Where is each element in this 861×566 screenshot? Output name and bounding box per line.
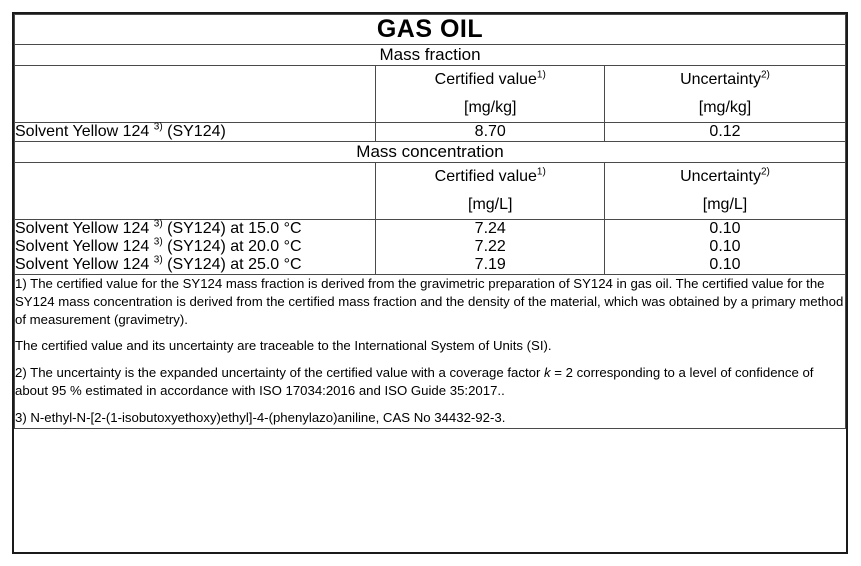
footnote-2-part2: = 2 corresponding to a level of confidence of about 95 % estimated in accordance with ISO 17034:2016 and ISO Guide 35:2017.. [15,365,814,399]
table-row [15,123,846,142]
footnote-3: 3) N-ethyl-N-[2-(1-isobutoxyethoxy)ethyl]-4-(phenylazo)aniline, CAS No 34432-92-3. [15,409,506,425]
certified-value-cell: 7.22 [376,238,605,256]
footnote-traceability: The certified value and its uncertainty are traceable to the International System of Units (SI). [15,338,552,354]
uncertainty-footnote-ref-2: 2) [761,166,770,178]
table-row [15,220,846,239]
uncertainty-label-2: Uncertainty [680,168,761,185]
empty-corner-cell-2 [15,163,376,220]
title-row [15,15,846,45]
section-row-mass-fraction [15,45,846,66]
certified-value-unit-2: [mg/L] [468,196,513,213]
certificate-table [14,14,846,429]
empty-corner-cell [15,66,376,123]
analyte-name-prefix: Solvent Yellow 124 [15,123,154,140]
column-header-certified-value-mgkg [376,66,605,123]
analyte-name-suffix: (SY124) [162,123,226,140]
table-row [15,238,846,256]
footnote-2-part1: 2) The uncertainty is the expanded uncertainty of the certified value with a coverage factor [15,365,545,381]
footnote-1: 1) The certified value for the SY124 mass fraction is derived from the gravimetric preparation of SY124 in gas oil. The certified value for the SY124 mass concentration is derived from the certified mass fraction and the density of the material, which was obtained by a primary method of measurement (gravimetry). [15,276,844,327]
analyte-name-cell [15,238,376,256]
analyte-name-suffix: (SY124) at 25.0 °C [162,256,302,273]
analyte-footnote-ref: 3) [153,254,163,266]
certified-value-label: Certified value [434,71,537,88]
uncertainty-footnote-ref: 2) [761,69,770,81]
table-row [15,256,846,275]
column-header-uncertainty-mgl [605,163,846,220]
certified-value-footnote-ref: 1) [536,69,546,81]
uncertainty-cell: 0.10 [605,238,846,256]
uncertainty-cell: 0.10 [605,256,846,275]
certified-value-cell: 8.70 [376,123,605,142]
uncertainty-cell: 0.10 [605,220,846,239]
analyte-footnote-ref: 3) [153,218,163,230]
certified-value-footnote-ref-2: 1) [536,166,546,178]
uncertainty-unit: [mg/kg] [698,99,752,116]
certified-value-label-2: Certified value [434,168,537,185]
footnotes-row [15,275,846,429]
column-header-certified-value-mgl [376,163,605,220]
analyte-name-prefix: Solvent Yellow 124 [15,256,154,273]
column-header-uncertainty-mgkg [605,66,846,123]
analyte-name-prefix: Solvent Yellow 124 [15,238,154,255]
analyte-name-suffix: (SY124) at 15.0 °C [162,220,302,237]
analyte-name-prefix: Solvent Yellow 124 [15,220,154,237]
uncertainty-cell: 0.12 [605,123,846,142]
footnote-2 [15,364,845,400]
footnotes-block [15,275,846,429]
page-title: GAS OIL [15,15,846,45]
certified-value-unit: [mg/kg] [464,99,517,116]
section-header-mass-fraction: Mass fraction [15,45,846,66]
analyte-name-cell [15,123,376,142]
analyte-name-cell [15,256,376,275]
analyte-name-cell [15,220,376,239]
analyte-name-suffix: (SY124) at 20.0 °C [162,238,302,255]
uncertainty-label: Uncertainty [680,71,761,88]
section-row-mass-concentration [15,142,846,163]
analyte-footnote-ref: 3) [153,121,163,133]
uncertainty-unit-2: [mg/L] [702,196,748,213]
certificate-table-card [12,12,848,554]
footnote-2-k-symbol: k [544,365,551,381]
section-header-mass-concentration: Mass concentration [15,142,846,163]
certified-value-cell: 7.24 [376,220,605,239]
certified-value-cell: 7.19 [376,256,605,275]
column-header-row-mass-fraction [15,66,846,123]
column-header-row-mass-concentration [15,163,846,220]
analyte-footnote-ref: 3) [153,236,163,248]
